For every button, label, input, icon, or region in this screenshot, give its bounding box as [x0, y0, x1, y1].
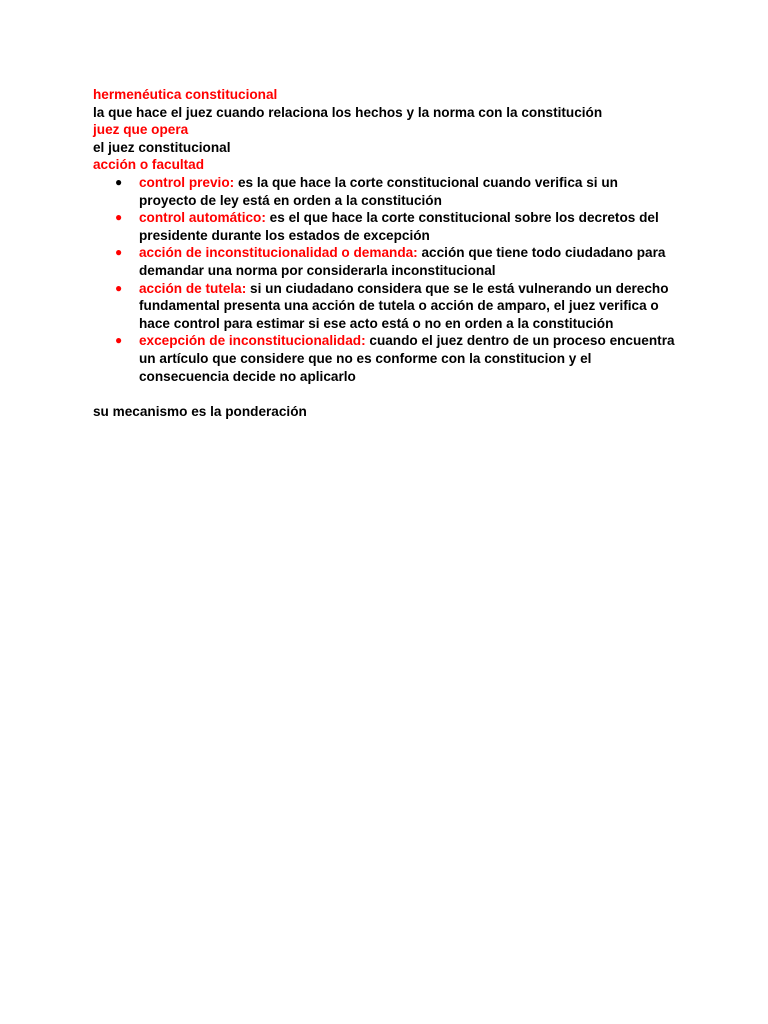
bullet-icon: ● — [115, 280, 123, 295]
term-description: es la que hace la corte constitucional cuando verifica si un proyecto de ley está en orden a la constitución — [139, 174, 618, 208]
term-label: control automático: — [139, 210, 266, 226]
bullet-icon: ● — [115, 333, 123, 348]
term-label: excepción de inconstitucionalidad: — [139, 333, 366, 349]
heading-hermeneutica: hermenéutica constitucional — [93, 87, 278, 102]
heading-juez-que-opera: juez que opera — [93, 122, 189, 138]
list-item-control-previo — [93, 174, 679, 209]
document-page — [93, 86, 693, 420]
list-item-control-automatico — [93, 209, 679, 244]
term-label: acción de inconstitucionalidad o demanda: — [139, 245, 418, 261]
list-item-excepcion-inconstitucionalidad — [93, 332, 679, 385]
bullet-icon: ● — [115, 174, 123, 189]
bullet-icon: ● — [115, 245, 123, 260]
list-item-accion-inconstitucionalidad — [93, 244, 679, 279]
term-description: acción que tiene todo ciudadano para demandar una norma por considerarla inconstitucional — [139, 245, 666, 278]
term-description: si un ciudadano considera que se le está vulnerando un derecho fundamental presenta una acción de tutela o acción de amparo, el juez verifica o hace control para estimar si ese acto está o no en orden a la constitución — [139, 280, 669, 331]
blank-line — [93, 385, 693, 403]
actions-list — [93, 174, 693, 385]
closing-line: su mecanismo es la ponderación — [93, 403, 307, 419]
definition-juez: el juez constitucional — [93, 139, 231, 155]
list-item-accion-tutela — [93, 280, 679, 333]
term-label: acción de tutela: — [139, 280, 247, 296]
bullet-icon: ● — [115, 210, 123, 225]
heading-accion-facultad: acción o facultad — [93, 157, 205, 173]
term-description: cuando el juez dentro de un proceso encuentra un artículo que considere que no es conforme con la constitucion y el consecuencia decide no aplicarlo — [139, 333, 675, 384]
definition-hermeneutica: la que hace el juez cuando relaciona los hechos y la norma con la constitución — [93, 104, 603, 120]
term-label: control previo: — [139, 174, 235, 190]
term-description: es el que hace la corte constitucional sobre los decretos del presidente durante los estados de excepción — [139, 210, 659, 243]
